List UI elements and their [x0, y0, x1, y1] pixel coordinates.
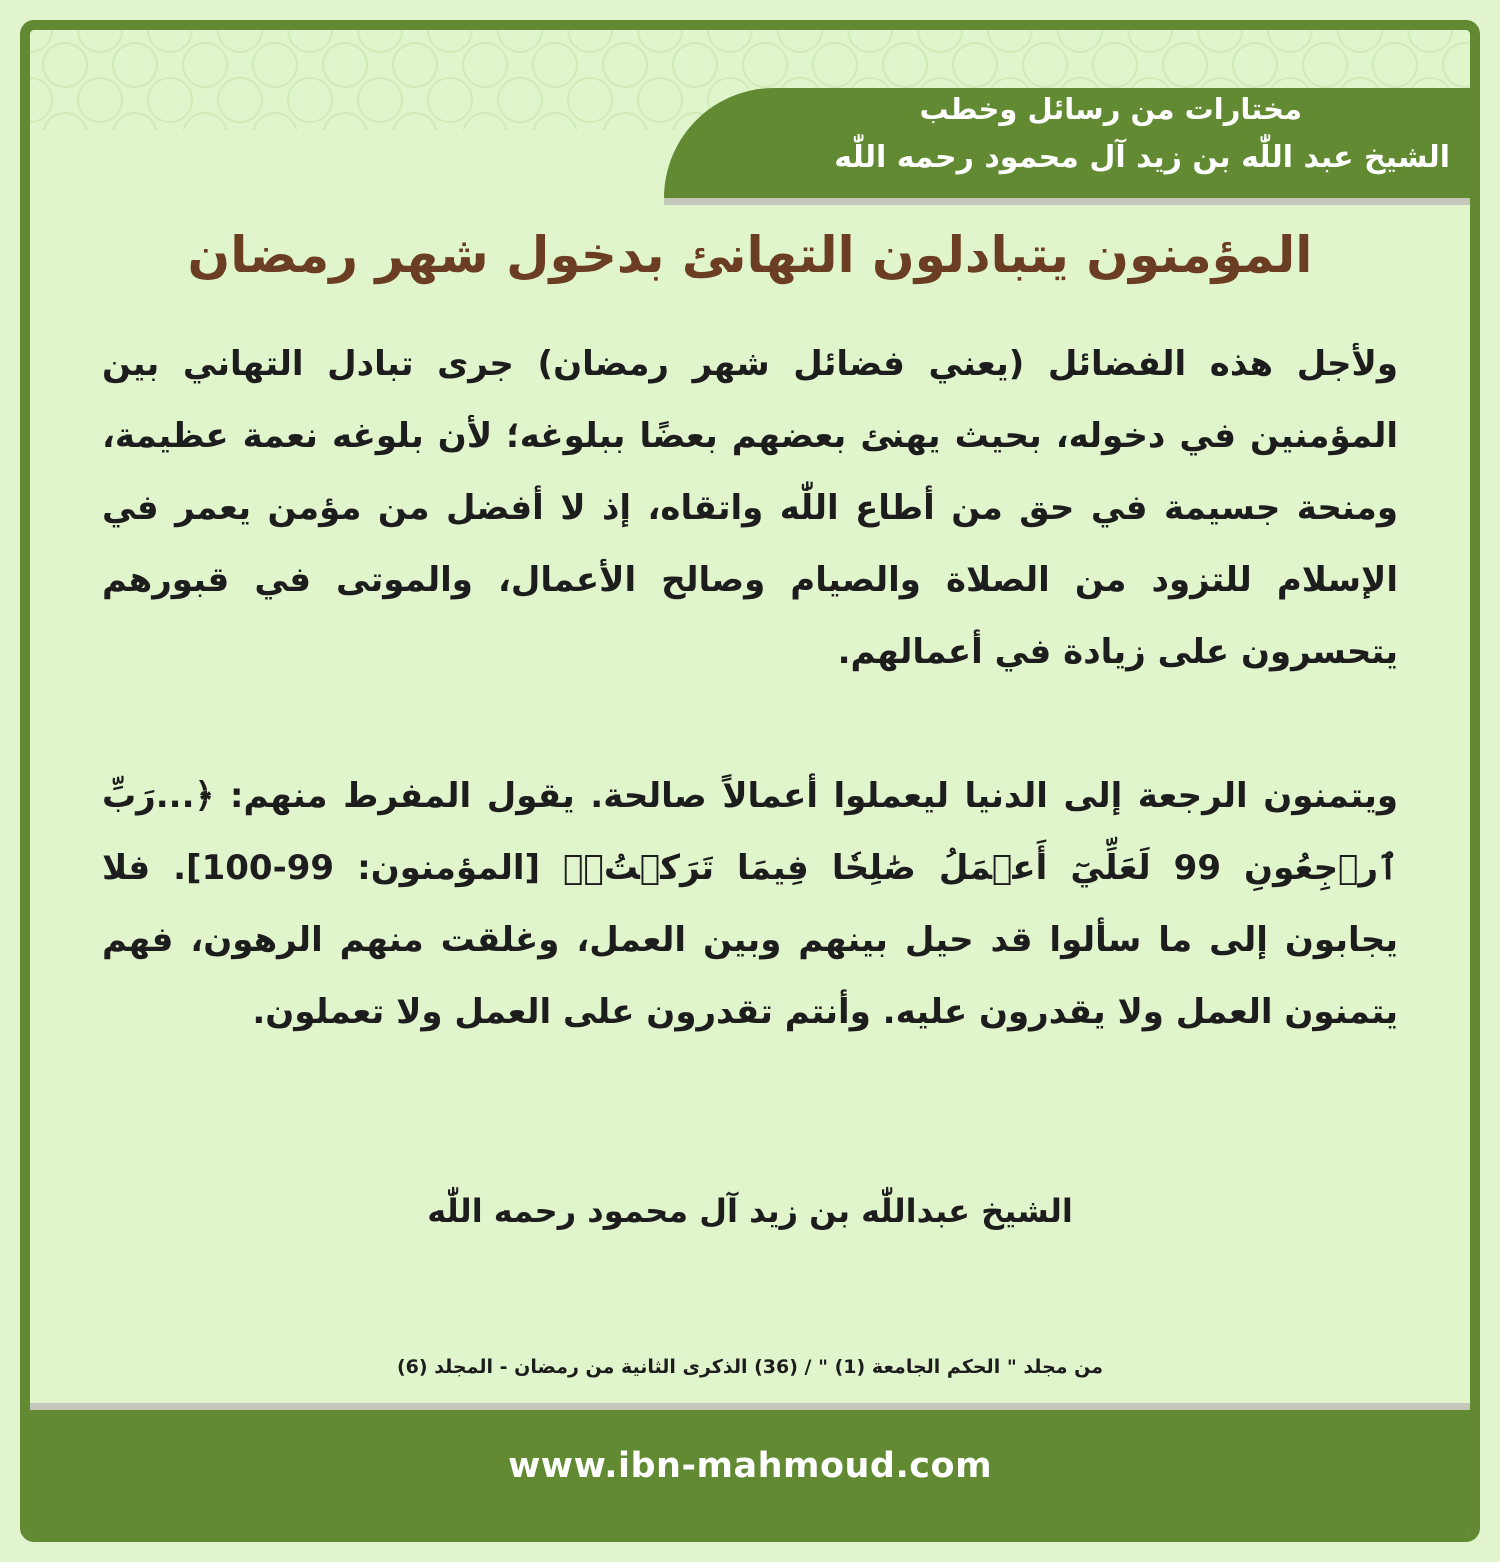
header-author: الشيخ عبد اللّٰه بن زيد آل محمود رحمه اللّٰه [834, 140, 1450, 175]
page-title: المؤمنون يتبادلون التهانئ بدخول شهر رمضان [187, 226, 1313, 284]
paragraph-2: ويتمنون الرجعة إلى الدنيا ليعملوا أعمالاً صالحة. يقول المفرط منهم: ﴿...رَبِّ ٱرۡجِعُونِ 99 لَعَلِّيٓ أَعۡمَلُ صَٰلِحٗا فِيمَا تَرَكۡتُۚ﴾ [المؤمنون: 99-100]. فلا يجابون إلى ما سألوا قد حيل بينهم وبين العمل، وغلقت منهم الرهون، فهم يتمنون العمل ولا يقدرون عليه. وأنتم تقدرون على العمل ولا تعملون. [102, 776, 1398, 1032]
header-subtitle: مختارات من رسائل وخطب [919, 92, 1302, 126]
header-banner [664, 88, 1470, 198]
source-citation: من مجلد " الحكم الجامعة (1) " / (36) الذكرى الثانية من رمضان - المجلد (6) [396, 1356, 1103, 1378]
signature: الشيخ عبداللّٰه بن زيد آل محمود رحمه اللّٰه [427, 1192, 1073, 1230]
paragraph-1: ولأجل هذه الفضائل (يعني فضائل شهر رمضان) جرى تبادل التهاني بين المؤمنين في دخوله، بحيث يهنئ بعضهم بعضًا ببلوغه؛ لأن بلوغه نعمة عظيمة، ومنحة جسيمة في حق من أطاع اللّٰه واتقاه، إذ لا أفضل من مؤمن يعمر في الإسلام للتزود من الصلاة والصيام وصالح الأعمال، والموتى في قبورهم يتحسرون على زيادة في أعمالهم. [102, 344, 1398, 672]
footer-bar [30, 1403, 1470, 1532]
website-link[interactable]: www.ibn-mahmoud.com [507, 1446, 993, 1486]
quote-card [20, 20, 1480, 1542]
